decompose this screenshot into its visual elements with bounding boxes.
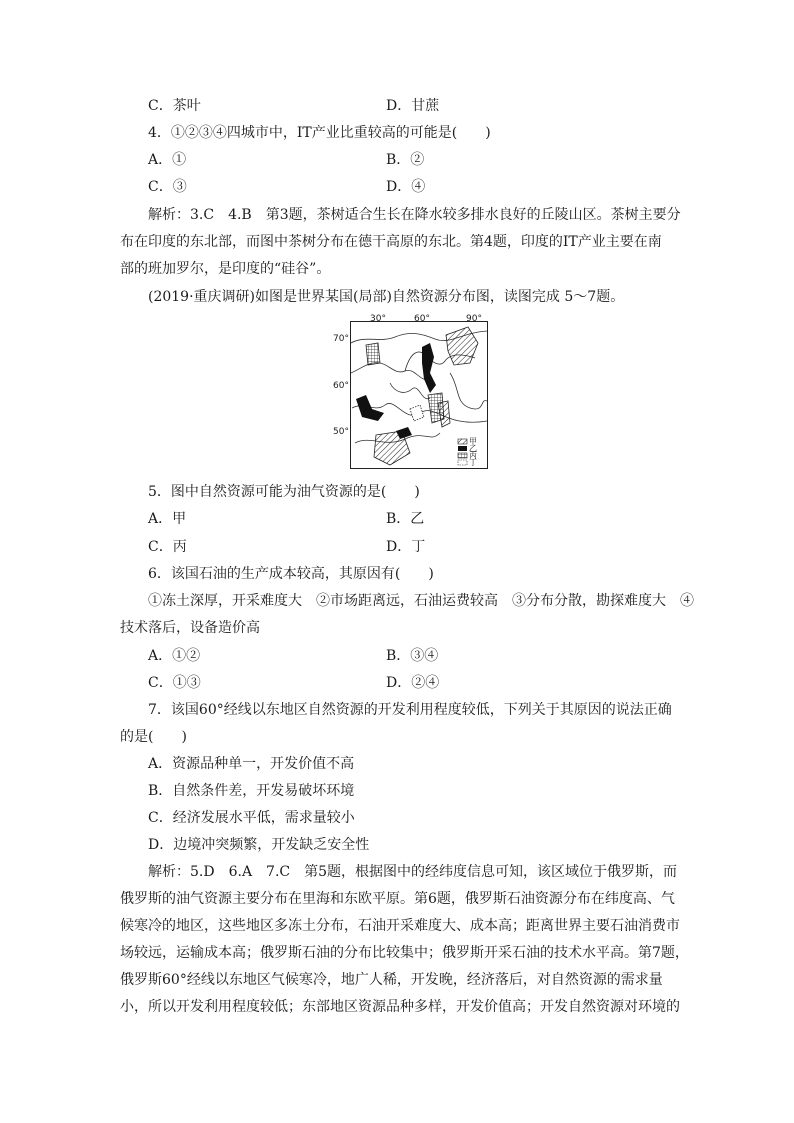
q3-option-c: C．茶叶: [148, 98, 201, 114]
legend-swatch-yi: [458, 446, 467, 451]
intro-text: (2019·重庆调研)如图是世界某国(局部)自然资源分布图，读图完成 5～7题。: [148, 289, 625, 305]
q5-option-a: A．甲: [148, 511, 187, 527]
q5-stem: 5．图中自然资源可能为油气资源的是( ): [148, 484, 420, 500]
analysis1-line2: 布在印度的东北部，而图中茶树分布在德干高原的东北。第4题，印度的IT产业主要在南: [120, 234, 662, 250]
legend-swatch-bing: [458, 453, 467, 458]
q4-option-b: B．②: [386, 152, 425, 168]
analysis2-line4: 场较远，运输成本高；俄罗斯石油的分布比较集中；俄罗斯开采石油的技术水平高。第7题，: [120, 945, 689, 961]
analysis2-line5: 俄罗斯60°经线以东地区气候寒冷，地广人稀，开发晚，经济落后，对自然资源的需求量: [120, 972, 663, 988]
q4-option-d: D．④: [386, 179, 426, 195]
q5-option-c: C．丙: [148, 539, 187, 555]
q6-option-c: C．①③: [148, 675, 201, 691]
q7-option-a: A．资源品种单一，开发价值不高: [148, 756, 355, 772]
q6-option-d: D．②④: [386, 675, 440, 691]
lat-label-60: 60°: [333, 381, 349, 391]
q7-option-c: C．经济发展水平低，需求量较小: [148, 810, 355, 826]
q6-statements-line1: ①冻土深厚，开采难度大 ②市场距离远，石油运费较高 ③分布分散，勘探难度大 ④: [148, 593, 694, 609]
q7-option-d: D．边境冲突频繁，开发缺乏安全性: [148, 837, 370, 853]
legend-swatch-ding: [458, 460, 467, 465]
resource-map: [333, 313, 488, 469]
q7-option-b: B．自然条件差，开发易破坏环境: [148, 783, 355, 799]
analysis2-line6: 小，所以开发利用程度较低；东部地区资源品种多样，开发价值高；开发自然资源对环境的: [120, 999, 680, 1015]
legend-label-yi: 乙: [469, 444, 477, 453]
analysis1-line3: 部的班加罗尔，是印度的“硅谷”。: [120, 261, 331, 277]
lat-label-70: 70°: [333, 334, 349, 344]
q6-statements-line2: 技术落后，设备造价高: [120, 620, 260, 636]
lat-label-50: 50°: [333, 427, 349, 437]
legend-label-bing: 丙: [469, 451, 477, 460]
analysis2-line3: 候寒冷的地区，这些地区多冻土分布，石油开采难度大、成本高；距离世界主要石油消费市: [120, 918, 680, 934]
legend-label-ding: 丁: [469, 458, 477, 467]
legend-swatch-jia: [458, 439, 467, 444]
q5-option-b: B．乙: [386, 511, 425, 527]
legend-label-jia: 甲: [469, 437, 477, 446]
q6-stem: 6．该国石油的生产成本较高，其原因有( ): [148, 566, 434, 582]
q4-option-c: C．③: [148, 179, 187, 195]
q4-option-a: A．①: [148, 152, 187, 168]
q3-option-d: D．甘蔗: [386, 98, 440, 114]
q4-stem: 4．①②③④四城市中，IT产业比重较高的可能是( ): [148, 125, 491, 141]
lon-label-90: 90°: [466, 314, 482, 324]
q5-option-d: D．丁: [386, 539, 426, 555]
q7-stem-line2: 的是( ): [120, 729, 187, 745]
q6-option-b: B．③④: [386, 648, 439, 664]
analysis2-line1: 解析：5.D 6.A 7.C 第5题，根据图中的经纬度信息可知，该区域位于俄罗斯，而: [148, 864, 678, 880]
lon-label-30: 30°: [370, 314, 386, 324]
lon-label-60: 60°: [414, 314, 430, 324]
analysis2-line2: 俄罗斯的油气资源主要分布在里海和东欧平原。第6题，俄罗斯石油资源分布在纬度高、气: [120, 891, 675, 907]
q6-option-a: A．①②: [148, 648, 201, 664]
q7-stem-line1: 7．该国60°经线以东地区自然资源的开发利用程度较低，下列关于其原因的说法正确: [148, 702, 672, 718]
analysis1-line1: 解析：3.C 4.B 第3题，茶树适合生长在降水较多排水良好的丘陵山区。茶树主要分: [148, 207, 681, 223]
